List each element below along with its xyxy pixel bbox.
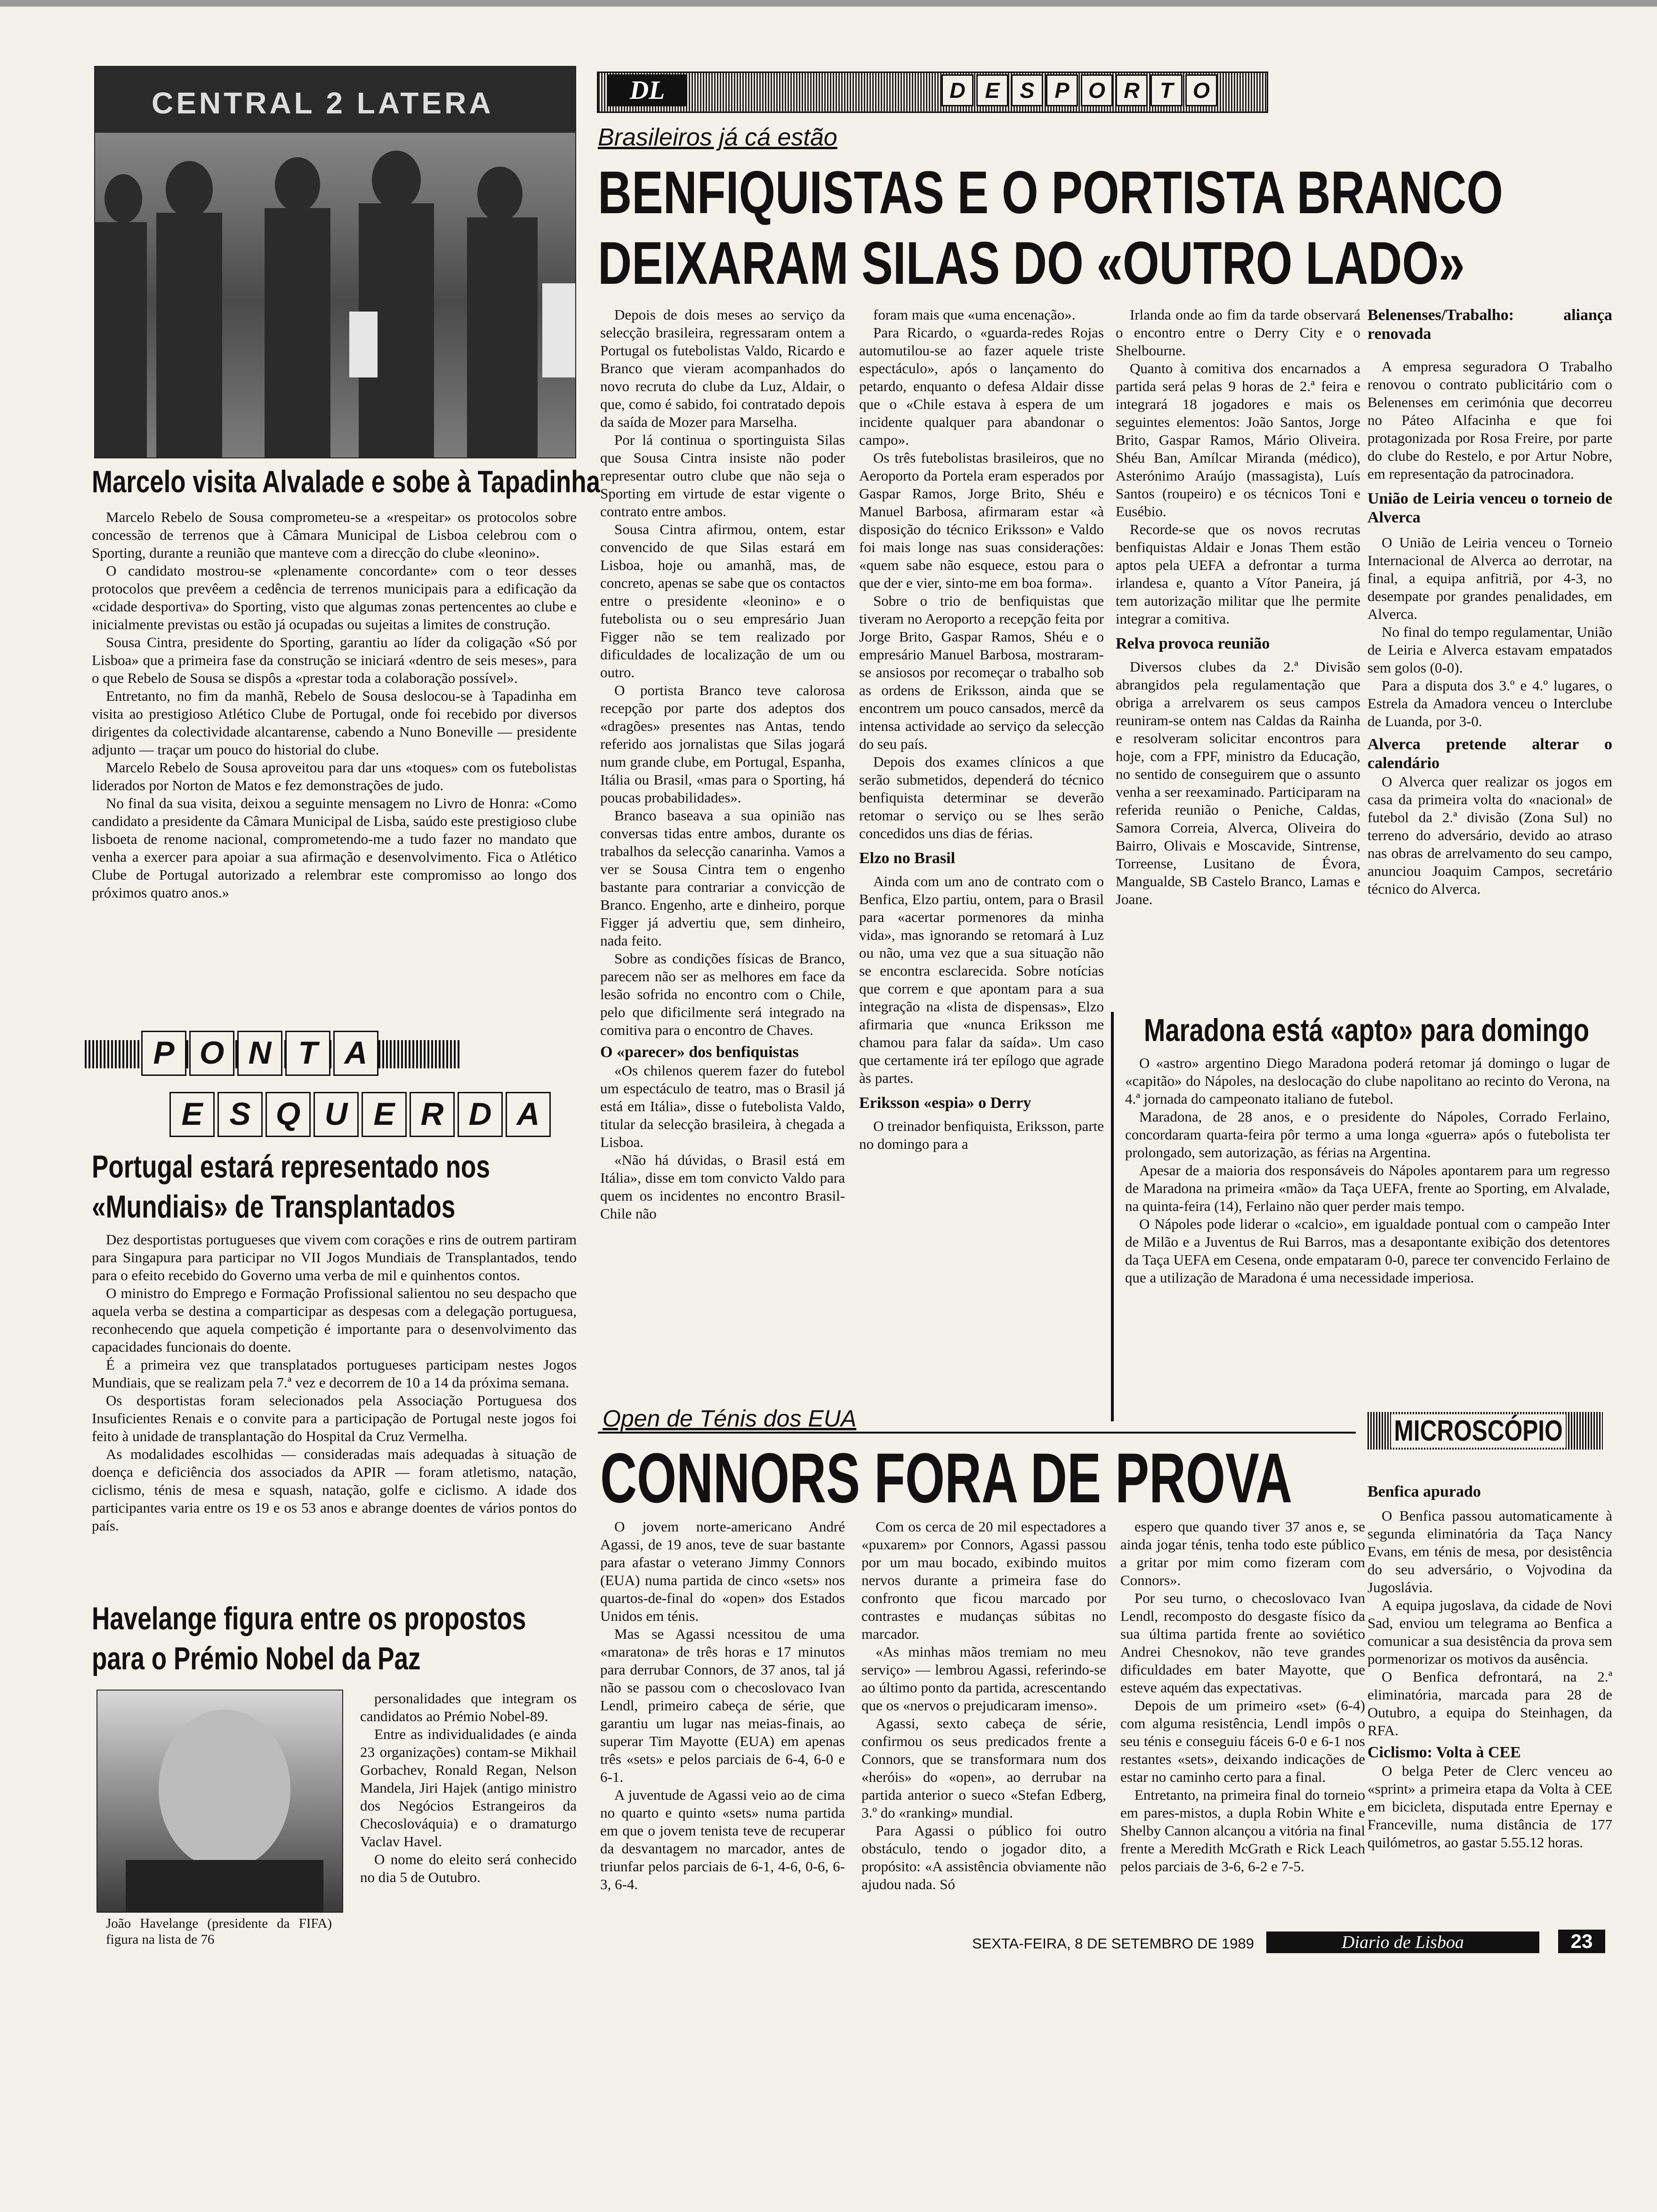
connors-col1-paragraph: Mas se Agassi ncessitou de uma «maratona» de três horas e 17 minutos para derrubar Connors, de 37 anos, tal já não se passou com o checoslovaco Ivan Lendl, primeiro cabeça de série, que garantiu um lugar nas meias-finais, ao superar Tim Mayotte (EUA) em apenas três «sets» e pelos parciais de 6-4, 6-0 e 6-1. <box>600 1626 845 1785</box>
transplant-body <box>92 1231 577 1535</box>
transplant-paragraph: É a primeira vez que transplatados portugueses participam nestes Jogos Mundiais, que se realizam pela 7.ª vez e decorrem de 10 a 14 da próxima semana. <box>92 1356 577 1391</box>
right-briefs <box>1367 306 1612 898</box>
ponta-letter: P <box>141 1031 186 1076</box>
havelange-paragraph: Entre as individualidades (e ainda 23 organizações) contam-se Mikhail Gorbachev, Ronald Regan, Nelson Mandela, Jiri Hajek (antigo ministro dos Negócios Estrangeiros da Checoslováquia) e o dramaturgo Vaclav Havel. <box>360 1726 577 1850</box>
main-col2-subhead-2: Eriksson «espia» o Derry <box>859 1094 1031 1112</box>
main-col1-paragraph: Branco baseava a sua opinião nas conversas tidas entre ambos, durante os trabalhos da selecção canarinha. Vamos a ver se Sousa Cintra tem o engenho bastante para contrariar a convicção de Branco. Engenho, arte e dinheiro, porque Figger já advertiu que, sem dinheiro, nada feito. <box>600 807 845 949</box>
main-col3-subhead: Relva provoca reunião <box>1116 635 1270 652</box>
footer-date: SEXTA-FEIRA, 8 DE SETEMBRO DE 1989 <box>972 1935 1254 1952</box>
connors-col2-paragraph: «As minhas mãos tremiam no meu serviço» — lembrou Agassi, referindo-se ao último ponto da partida, acrescentando que os «nervos o prejudicaram imenso». <box>861 1643 1106 1714</box>
connors-col1-paragraph: O jovem norte-americano André Agassi, de 19 anos, teve de suar bastante para afastar o veterano Jimmy Connors (EUA) numa partida de cinco «sets» nos quartos-de-final do «open» dos Estados Unidos em ténis. <box>600 1518 845 1624</box>
section-title <box>941 74 1217 106</box>
maradona-paragraph: O «astro» argentino Diego Maradona poderá retomar já domingo o lugar de «capitão» do Nápoles, na deslocação do clube napolitano ao recinto do Verona, na 4.ª jornada do campeonato italiano de futebol. <box>1125 1055 1610 1107</box>
maradona-body <box>1125 1054 1610 1287</box>
esquerda-letter: E <box>169 1092 215 1137</box>
micro-ciclismo-title: Ciclismo: Volta à CEE <box>1367 1744 1521 1761</box>
main-col1-paragraph: Sobre as condições físicas de Branco, parecem não ser as melhores em face da lesão sofrida no encontro com o Chile, pelo que dificilmente será integrado na comitiva para o encontro de Chaves. <box>600 950 845 1038</box>
ponta-letter: T <box>285 1031 330 1076</box>
havelange-paragraph: O nome do eleito será conhecido no dia 5 de Outubro. <box>360 1851 577 1885</box>
section-title-letter: P <box>1046 74 1078 106</box>
brief-leiria-text: O União de Leiria venceu o Torneio Internacional de Alverca ao derrotar, na final, a equipa anfitriã, por 4-3, no desempate por grandes penalidades, em Alverca. <box>1367 534 1612 622</box>
main-col1-paragraph: O portista Branco teve calorosa recepção por parte dos adeptos dos «dragões» presentes nas Antas, tendo referido aos jornalistas que Silas jogará num grande clube, em Portugal, Espanha, Itália ou Brasil, «mas para o Sporting, há poucas probabilidades». <box>600 682 845 806</box>
marcelo-title: Marcelo visita Alvalade e sobe à Tapadinha <box>92 464 600 499</box>
brief-belenenses-text: A empresa seguradora O Trabalho renovou o contrato publicitário com o Belenenses em cerimónia que decorreu no Páteo Alfacinha e que foi protagonizada por Rosa Freire, por parte do clube do Restelo, e por Artur Nobre, em representação da patrocinadora. <box>1367 358 1612 482</box>
section-title-letter: R <box>1116 74 1148 106</box>
photo-marcelo-visit <box>94 66 576 458</box>
main-col2c-paragraph: O treinador benfiquista, Eriksson, parte no domingo para a <box>859 1118 1104 1152</box>
esquerda-letter: U <box>314 1092 359 1137</box>
connors-col-3 <box>1120 1518 1365 1875</box>
footer-paper-name: Diario de Lisboa <box>1266 1931 1539 1953</box>
main-col3-paragraph: Recorde-se que os novos recrutas benfiquistas Aldair e Jonas Them estão aptos pela UEFA a defrontar a turma irlandesa e, quanto a Vítor Paneira, já tem autorização militar que lhe permite integrar a comitiva. <box>1116 521 1360 627</box>
marcelo-paragraph: Marcelo Rebelo de Sousa aproveitou para dar uns «toques» com os futebolistas liderados por Norton de Matos e fez demonstrações de judo. <box>92 759 577 793</box>
havelange-title-2: para o Prémio Nobel da Paz <box>92 1641 421 1676</box>
maradona-side-rule <box>1111 1012 1114 1421</box>
microscopio-title: MICROSCÓPIO <box>1391 1414 1566 1448</box>
main-col2-paragraph: Os três futebolistas brasileiros, que no Aeroporto da Portela eram esperados por Gaspar Ramos, Jorge Brito, Shéu e Manuel Barbosa, afirmaram estar «à disposição do técnico Eriksson» e Valdo foi mais longe nas suas considerações: «quem sabe não esquece, estou para o que der e vier, sinto-me em boa forma». <box>859 449 1104 591</box>
main-col2-paragraph: Sobre o trio de benfiquistas que tiveram no Aeroporto a recepção feita por Jorge Brito, Gaspar Ramos, Shéu e o empresário Manuel Barbosa, mostraram-se ansiosos por recomeçar o trabalho sob as ordens de Eriksson, ainda que se encontrem um pouco cansados, mercê da intensa actividade ao serviço da selecção do seu país. <box>859 593 1104 752</box>
transplant-paragraph: Dez desportistas portugueses que vivem com corações e rins de outrem partiram para Singapura para participar no VII Jogos Mundiais de Transplantados, tendo para o efeito recebido do Governo uma verba de mil e quinhentos contos. <box>92 1231 577 1283</box>
ponta-letter: A <box>333 1031 378 1076</box>
footer-page-number: 23 <box>1558 1930 1605 1953</box>
transplant-title-2: «Mundiais» de Transplantados <box>92 1189 456 1225</box>
esquerda-letter: R <box>410 1092 455 1137</box>
main-col1-subhead: O «parecer» dos benfiquistas <box>600 1043 799 1061</box>
havelange-body <box>360 1690 577 1886</box>
connors-col2-paragraph: Para Agassi o público foi outro obstáculo, tendo o jogador dito, a propósito: «A assistência obviamente não ajudou nada. Só <box>861 1822 1106 1892</box>
transplant-paragraph: O ministro do Emprego e Formação Profissional salientou no seu despacho que aquela verba se destina a comparticipar as despesas com a delegação portuguesa, reconhecendo que aquela competição é importante para o desenvolvimento das capacidades funcionais do doente. <box>92 1285 577 1355</box>
main-col-2 <box>859 306 1104 1153</box>
section-title-letter: O <box>1081 74 1113 106</box>
havelange-paragraph: personalidades que integram os candidatos ao Prémio Nobel-89. <box>360 1690 577 1724</box>
main-col2b-paragraph: Ainda com um ano de contrato com o Benfica, Elzo partiu, ontem, para o Brasil para «acertar pormenores da minha vida», mas ignorando se retomará à Luz ou não, uma vez que a sua situação não se encontra esclarecida. Sobre notícias que correm e que apontam para a sua integração na «lista de dispensas», Elzo afirmaria que «nunca Eriksson me chamou para falar da saída». Um caso que certamente irá ter epílogo que agrade às partes. <box>859 873 1104 1086</box>
havelange-caption: João Havelange (presidente da FIFA) figura na lista de 76 <box>106 1916 332 1947</box>
main-col3-paragraph: Irlanda onde ao fim da tarde observará o encontro entre o Derry City e o Shelbourne. <box>1116 306 1360 359</box>
main-col1b-paragraph: «Não há dúvidas, o Brasil está em Itália», disse em tom convicto Valdo para quem os incidentes no encontro Brasil-Chile não <box>600 1152 845 1222</box>
micro-benfica-paragraph: A equipa jugoslava, da cidade de Novi Sad, enviou um telegrama ao Benfica a comunicar a sua desistência da prova sem pormenorizar os motivos da ausência. <box>1367 1597 1612 1667</box>
connors-col3-paragraph: espero que quando tiver 37 anos e, se ainda jogar ténis, tenha todo este público a gritar por mim como fizeram com Connors». <box>1120 1518 1365 1588</box>
main-col-3 <box>1116 306 1360 908</box>
micro-benfica-paragraph: O Benfica defrontará, na 2.ª eliminatória, marcada para 28 de Outubro, a equipa do Steinhagen, da RFA. <box>1367 1668 1612 1739</box>
maradona-title: Maradona está «apto» para domingo <box>1144 1012 1590 1048</box>
main-col1b-paragraph: «Os chilenos querem fazer do futebol um espectáculo de teatro, mas o Brasil já está em Itália», disse o futebolista Valdo, titular da selecção brasileira, à chegada a Lisboa. <box>600 1062 845 1150</box>
connors-col3-paragraph: Depois de um primeiro «set» (6-4) com alguma resistência, Lendl impôs o seu ténis e conseguiu fáceis 6-0 e 6-1 nos restantes «sets», deixando indicações de estar no caminho certo para a final. <box>1120 1697 1365 1785</box>
section-title-letter: T <box>1150 74 1182 106</box>
main-col2-paragraph: Para Ricardo, o «guarda-redes Rojas automutilou-se ao fazer aquele triste espectáculo», após o lançamento do petardo, enquanto o defesa Aldair disse que o «Chile estava à espera de um incidente qualquer para abandonar o campo». <box>859 324 1104 448</box>
ponta-letter: O <box>189 1031 234 1076</box>
connors-kicker: Open de Ténis dos EUA <box>603 1405 857 1432</box>
esquerda-letter: A <box>506 1092 551 1137</box>
main-headline-1: BENFIQUISTAS E O PORTISTA BRANCO <box>598 159 1503 226</box>
main-headline-2: DEIXARAM SILAS DO «OUTRO LADO» <box>598 230 1465 297</box>
connors-col3-paragraph: Por seu turno, o checoslovaco Ivan Lendl, recomposto do desgaste físico da sua última partida frente ao soviético Andrei Chesnokov, não teve grandes dificuldades em bater Mayotte, que esteve aquém das expectativas. <box>1120 1590 1365 1696</box>
brief-leiria-title: União de Leiria venceu o torneio de Alverca <box>1367 490 1612 526</box>
connors-col-2 <box>861 1518 1106 1893</box>
marcelo-paragraph: Sousa Cintra, presidente do Sporting, garantiu ao líder da coligação «Só por Lisboa» que a primeira fase da construção se iniciará «dentro de seis meses», para o que Rebelo de Sousa se dispôs a «prestar toda a colaboração possível». <box>92 634 577 686</box>
ponta-letter: N <box>237 1031 282 1076</box>
esquerda-letter: E <box>362 1092 407 1137</box>
section-title-letter: D <box>941 74 973 106</box>
esquerda-letter: D <box>458 1092 503 1137</box>
brief-leiria-text-2: No final do tempo regulamentar, União de Leiria e Alverca estavam empatados sem golos (0-0). <box>1367 624 1612 676</box>
micro-ciclismo-paragraph: O belga Peter de Clerc venceu ao «sprint» a primeira etapa da Volta à CEE em bicicleta, disputada entre Epernay e Franceville, numa distância de 177 quilómetros, ao gastar 5.55.12 horas. <box>1367 1763 1612 1851</box>
main-col-1 <box>600 306 845 1223</box>
photo-people <box>95 133 575 457</box>
top-border <box>0 0 1657 7</box>
main-col1-paragraph: Depois de dois meses ao serviço da selecção brasileira, regressaram ontem a Portugal os futebolistas Valdo, Ricardo e Branco que vieram acompanhados do novo recruta do clube da Luz, Aldair, o que, como é sabido, foi contratado depois da saída de Mozer para Marselha. <box>600 306 845 430</box>
esquerda-letter: Q <box>265 1092 311 1137</box>
photo-sign-text: CENTRAL 2 LATERA <box>152 86 494 120</box>
marcelo-body <box>92 508 577 902</box>
connors-col1-paragraph: A juventude de Agassi veio ao de cima no quarto e quinto «sets» numa partida em que o jovem tenista teve de recuperar da desvantagem no marcador, antes de triunfar pelos parciais de 6-1, 4-6, 0-6, 6-3, 6-4. <box>600 1787 845 1892</box>
marcelo-paragraph: O candidato mostrou-se «plenamente concordante» com o teor desses protocolos que prevêem a cedência de terrenos municipais para a edificação da «cidade desportiva» do Sporting, visto que algumas zonas pertencentes ao clube e inicialmente previstas ou estão já ocupadas ou sujeitas a limites de construção. <box>92 562 577 633</box>
connors-col2-paragraph: Agassi, sexto cabeça de série, confirmou os seus predicados frente a Connors, que se transformara num dos «heróis» do «open», ao derrubar na partida anterior o sueco «Stefan Edberg, 3.º do «ranking» mundial. <box>861 1715 1106 1821</box>
connors-col3-paragraph: Entretanto, na primeira final do torneio em pares-mistos, a dupla Robin White e Shelby Cannon alcançou a vitória na final frente a Meredith McGrath e Rick Leach pelos parciais de 3-6, 6-2 e 7-5. <box>1120 1787 1365 1875</box>
section-title-letter: E <box>976 74 1008 106</box>
maradona-paragraph: Apesar de a maioria dos responsáveis do Nápoles apontarem para um regresso de Maradona na primeira «mão» da Taça UEFA, frente ao Sporting, em Alvalade, na quinta-feira (14), Ferlaino não quer perder mais tempo. <box>1125 1162 1610 1214</box>
main-col3b-paragraph: Diversos clubes da 2.ª Divisão abrangidos pela regulamentação que obriga a arrelvarem os seus campos reuniram-se ontem nas Caldas da Rainha e resolveram solicitar encontros para hoje, com a FPF, ministro da Educação, no sentido de conseguirem que o assunto venha a ser reexaminado. Participaram na referida reunião o Peniche, Caldas, Samora Correia, Alverca, Oliveira do Bairro, Olivais e Moscavide, Sintrense, Torreense, Lusitano de Évora, Mangualde, SB Castelo Branco, Lamas e Joane. <box>1116 658 1360 907</box>
marcelo-paragraph: Marcelo Rebelo de Sousa comprometeu-se a «respeitar» os protocolos sobre concessão de terrenos que à Câmara Municipal de Lisboa celebrou com o Sporting, durante a reunião que manteve com a direcção do clube «leonino». <box>92 509 577 561</box>
main-col1-paragraph: Por lá continua o sportinguista Silas que Sousa Cintra insiste não poder representar outro clube que não seja o Sporting em virtude de estar vigente o contrato entre ambos. <box>600 432 845 520</box>
brief-alverca-text: O Alverca quer realizar os jogos em casa da primeira volta do «nacional» de futebol da 2.ª divisão (Zona Sul) no terreno do adversário, devido ao atraso nas obras de arrelvamento do seu campo, anunciou Joaquim Campos, secretário técnico do Alverca. <box>1367 773 1612 897</box>
section-title-letter: O <box>1185 74 1217 106</box>
havelange-photo <box>97 1690 343 1913</box>
brief-belenenses-title: Belenenses/Trabalho: aliança renovada <box>1367 306 1612 343</box>
marcelo-paragraph: Entretanto, no fim da manhã, Rebelo de Sousa deslocou-se à Tapadinha em visita ao prestigioso Atlético Clube de Portugal, onde foi recebido por diversos dirigentes da colectividade alcantarense, cabendo a Nuno Boneville — presidente adjunto — traçar um pouco do historial do clube. <box>92 688 577 758</box>
microscopio-body <box>1367 1483 1612 1851</box>
micro-benfica-paragraph: O Benfica passou automaticamente à segunda eliminatória da Taça Nancy Evans, em ténis de mesa, por desistência do seu adversário, o Vojvodina da Jugoslávia. <box>1367 1507 1612 1595</box>
transplant-paragraph: As modalidades escolhidas — consideradas mais adequadas à situação de doença e deficiência dos associados da APIR — foram atletismo, natação, ciclismo, ténis de mesa e squash, natação, golfe e ciclismo. A idade dos participantes varia entre os 19 e os 53 anos e abrange doentes de vários pontos do país. <box>92 1446 577 1534</box>
main-col2-paragraph: Depois dos exames clínicos a que serão submetidos, dependerá do técnico benfiquista determinar se deverão retomar o serviço ou se lhes serão concedidos uns dias de férias. <box>859 753 1104 842</box>
main-col1-paragraph: Sousa Cintra afirmou, ontem, estar convencido de que Silas estará em Lisboa, hoje ou amanhã, mas, de concreto, apenas se sabe que os contactos entre o presidente «leonino» e o futebolista ou o seu empresário Juan Figger não se tem realizado por dificuldades de localização de um ou outro. <box>600 521 845 681</box>
marcelo-paragraph: No final da sua visita, deixou a seguinte mensagem no Livro de Honra: «Como candidato a presidente da Câmara Municipal de Lisba, saúdo este prestigioso clube lisboeta de renome nacional, comprometendo-me a tudo fazer no mandato que venha a exercer para apoiar a sua afirmação e desenvolvimento. Fica o Atlético Clube de Portugal autorizado a relembrar este compromisso ao longo dos próximos quatro anos.» <box>92 795 577 901</box>
micro-benfica-title: Benfica apurado <box>1367 1483 1481 1500</box>
ponta-esquerda-logo <box>85 1031 540 1162</box>
connors-headline: CONNORS FORA DE PROVA <box>600 1438 1293 1517</box>
connors-col2-paragraph: Com os cerca de 20 mil espectadores a «puxarem» por Connors, Agassi passou por um mau bocado, exibindo muitos nervos durante a primeira fase do confronto que ficou marcado por contrastes e mudanças súbitas no marcador. <box>861 1518 1106 1642</box>
section-title-letter: S <box>1011 74 1043 106</box>
havelange-portrait <box>97 1691 342 1912</box>
esquerda-letter: S <box>217 1092 263 1137</box>
main-col2-subhead: Elzo no Brasil <box>859 850 956 867</box>
maradona-paragraph: O Nápoles pode liderar o «calcio», em igualdade pontual com o campeão Inter de Milão e a Juventus de Rui Barros, mas a desapontante exibição dos detentores da Taça UEFA em Cesena, onde empataram 0-0, parece ter convencido Ferlaino de que a utilização de Maradona é uma necessidade imperiosa. <box>1125 1216 1610 1286</box>
section-logo: DL <box>607 74 687 106</box>
maradona-paragraph: Maradona, de 28 anos, e o presidente do Nápoles, Corrado Ferlaino, concordaram quarta-feira pôr termo a uma longa «guerra» após o futebolista ter prolongado, sem autorização, as férias na Argentina. <box>1125 1108 1610 1161</box>
transplant-paragraph: Os desportistas foram selecionados pela Associação Portuguesa dos Insuficientes Renais e o convite para a participação de Portugal neste jogos foi feito à unidade de transplantação do Hospital da Cruz Vermelha. <box>92 1392 577 1444</box>
transplant-title-1: Portugal estará representado nos <box>92 1149 490 1185</box>
connors-col-1 <box>600 1518 845 1893</box>
main-kicker: Brasileiros já cá estão <box>598 124 837 151</box>
connors-rule <box>598 1432 1356 1434</box>
main-col3-paragraph: Quanto à comitiva dos encarnados a partida será pelas 9 horas de 2.ª feira e integrará 18 jogadores e mais os seguintes elementos: João Santos, Jorge Brito, Gaspar Ramos, Mário Oliveira. Shéu Ban, Amílcar Miranda (médico), Asterónimo Araújo (massagista), Luís Santos (roupeiro) e os técnicos Toni e Eusébio. <box>1116 360 1360 520</box>
havelange-title-1: Havelange figura entre os propostos <box>92 1601 526 1636</box>
brief-alverca-title: Alverca pretende alterar o calendário <box>1367 736 1612 772</box>
main-col2-paragraph: foram mais que «uma encenação». <box>873 306 1076 323</box>
brief-leiria-text-3: Para a disputa dos 3.º e 4.º lugares, o Estrela da Amadora venceu o Interclube de Luanda, por 3-0. <box>1367 677 1612 729</box>
